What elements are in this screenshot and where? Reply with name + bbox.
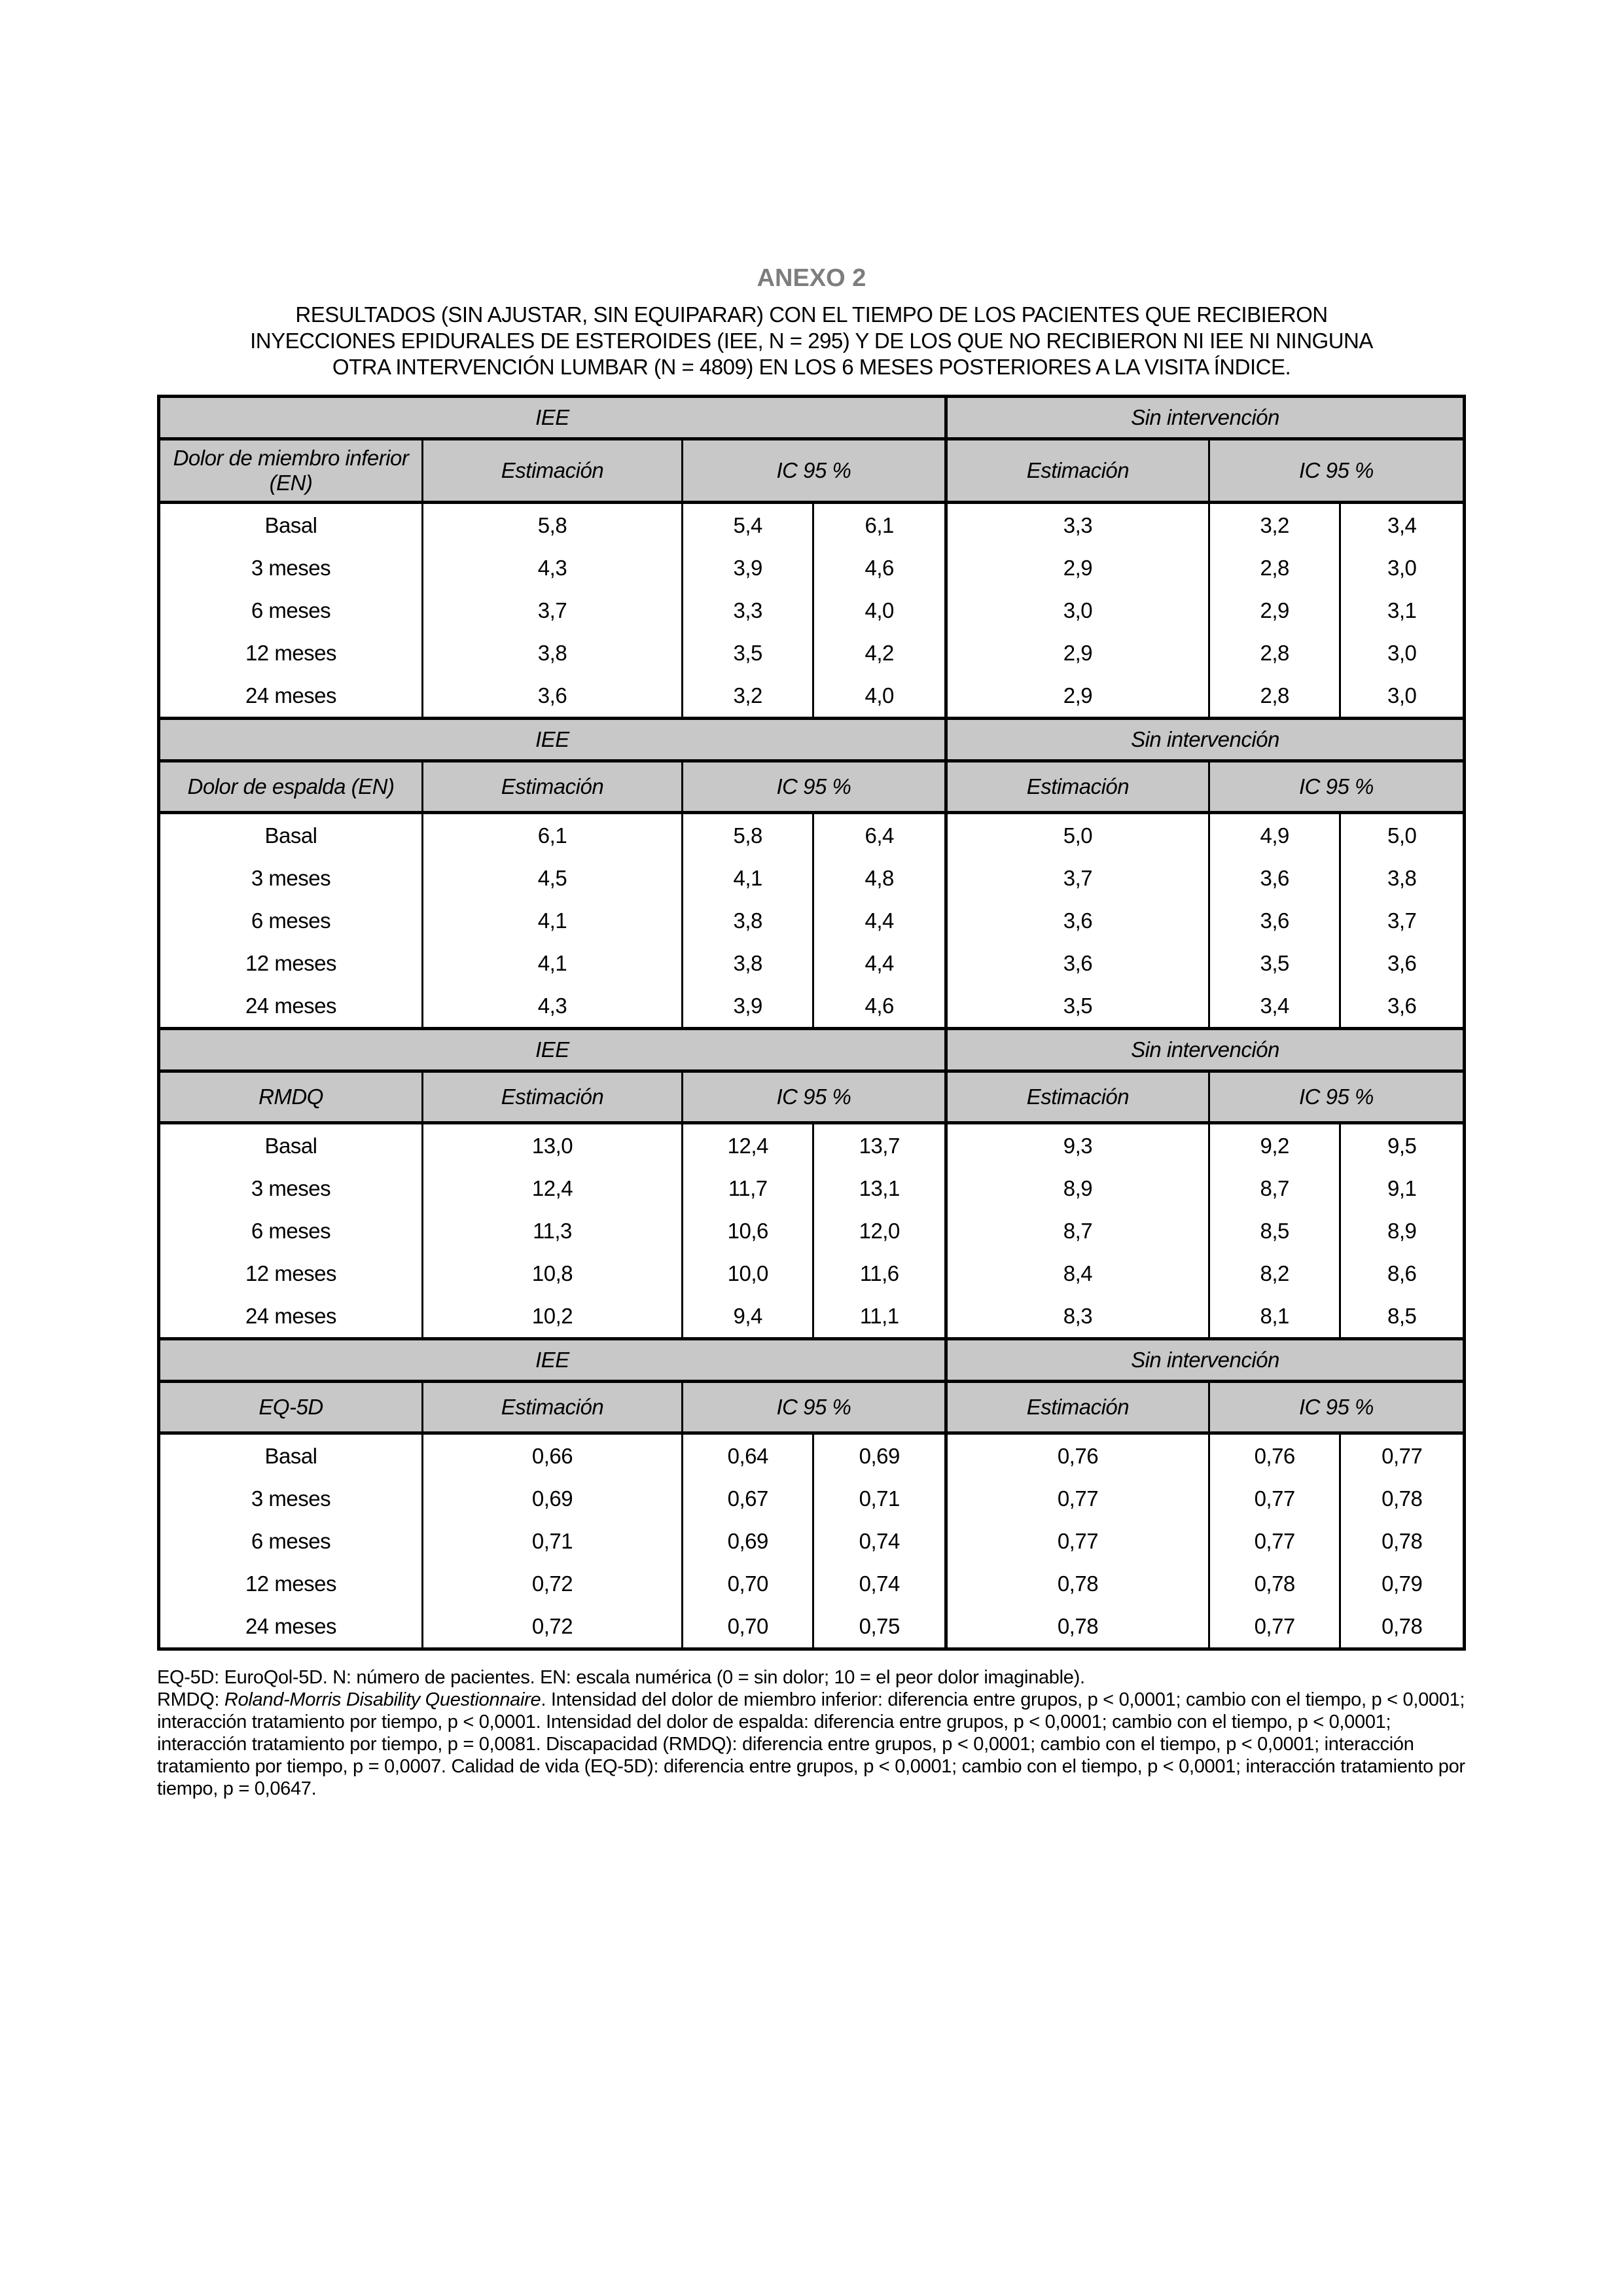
value-cell: 8,1 — [1209, 1295, 1340, 1339]
results-table — [157, 395, 1466, 1651]
col-header-ic95: IC 95 % — [682, 761, 946, 813]
value-cell: 3,1 — [1340, 589, 1465, 632]
col-header-estimacion: Estimación — [422, 1071, 682, 1123]
group-header-row — [159, 397, 1465, 439]
value-cell: 0,76 — [1209, 1433, 1340, 1478]
col-header-estimacion: Estimación — [422, 1382, 682, 1433]
value-cell: 3,9 — [682, 547, 813, 589]
col-header-estimacion: Estimación — [422, 439, 682, 503]
table-caption — [157, 302, 1466, 380]
value-cell: 0,79 — [1340, 1562, 1465, 1605]
row-label-cell: 24 meses — [159, 984, 423, 1029]
table-row — [159, 1562, 1465, 1605]
value-cell: 8,9 — [1340, 1210, 1465, 1252]
table-row — [159, 632, 1465, 674]
value-cell: 9,2 — [1209, 1123, 1340, 1168]
row-label-cell: 24 meses — [159, 1295, 423, 1339]
row-label-cell: 3 meses — [159, 1167, 423, 1210]
value-cell: 11,7 — [682, 1167, 813, 1210]
value-cell: 3,7 — [1340, 899, 1465, 942]
value-cell: 2,9 — [946, 674, 1209, 719]
value-cell: 5,0 — [1340, 813, 1465, 857]
value-cell: 0,77 — [1209, 1605, 1340, 1649]
group-header-sin-intervencion: Sin intervención — [946, 397, 1464, 439]
value-cell: 0,78 — [1209, 1562, 1340, 1605]
value-cell: 4,3 — [422, 547, 682, 589]
row-label-cell: 12 meses — [159, 632, 423, 674]
col-header-estimacion: Estimación — [946, 1382, 1209, 1433]
col-header-estimacion: Estimación — [946, 439, 1209, 503]
value-cell: 3,6 — [946, 899, 1209, 942]
value-cell: 4,5 — [422, 857, 682, 899]
row-label-cell: 6 meses — [159, 1210, 423, 1252]
footnote-line-abbreviations: EQ-5D: EuroQol-5D. N: número de pacientes. EN: escala numérica (0 = sin dolor; 10 = el peor dolor imaginable). — [157, 1667, 1085, 1688]
group-header-iee: IEE — [159, 397, 946, 439]
value-cell: 0,78 — [1340, 1605, 1465, 1649]
col-header-ic95: IC 95 % — [682, 439, 946, 503]
group-header-row — [159, 1339, 1465, 1382]
value-cell: 3,0 — [1340, 632, 1465, 674]
footnote-statistics: . Intensidad del dolor de miembro inferior: diferencia entre grupos, p < 0,0001; cambio con el tiempo, p < 0,0001; interacción tratamiento por tiempo, p < 0,0001. Intensidad del dolor de espalda: diferencia entre grupos, p < 0,0001; cambio con el tiempo, p < 0,0001; interacción tratamiento por tiempo, p = 0,0081. Discapacidad (RMDQ): diferencia entre grupos, p < 0,0001; cambio con el tiempo, p < 0,0001; interacción tratamiento por tiempo, p = 0,0007. Calidad de vida (EQ-5D): diferencia entre grupos, p < 0,0001; cambio con el tiempo, p < 0,0001; interacción tratamiento por tiempo, p = 0,0647. — [157, 1689, 1465, 1799]
value-cell: 8,2 — [1209, 1252, 1340, 1295]
row-label-cell: 3 meses — [159, 547, 423, 589]
value-cell: 9,1 — [1340, 1167, 1465, 1210]
value-cell: 3,7 — [422, 589, 682, 632]
column-header-row — [159, 1382, 1465, 1433]
value-cell: 3,6 — [1340, 984, 1465, 1029]
value-cell: 3,4 — [1340, 503, 1465, 547]
value-cell: 3,8 — [1340, 857, 1465, 899]
value-cell: 3,4 — [1209, 984, 1340, 1029]
value-cell: 2,9 — [946, 547, 1209, 589]
value-cell: 6,1 — [422, 813, 682, 857]
value-cell: 3,6 — [946, 942, 1209, 984]
row-label-cell: 6 meses — [159, 1520, 423, 1562]
row-label-cell: 3 meses — [159, 1477, 423, 1520]
value-cell: 0,77 — [1209, 1520, 1340, 1562]
row-label-cell: 24 meses — [159, 674, 423, 719]
table-row — [159, 942, 1465, 984]
row-label-cell: 12 meses — [159, 942, 423, 984]
measure-header: Dolor de espalda (EN) — [159, 761, 423, 813]
group-header-iee: IEE — [159, 1029, 946, 1071]
table-row — [159, 674, 1465, 719]
value-cell: 0,77 — [1340, 1433, 1465, 1478]
value-cell: 0,78 — [1340, 1520, 1465, 1562]
group-header-iee: IEE — [159, 1339, 946, 1382]
value-cell: 3,8 — [682, 899, 813, 942]
table-row — [159, 1252, 1465, 1295]
value-cell: 3,6 — [1340, 942, 1465, 984]
value-cell: 0,75 — [813, 1605, 946, 1649]
value-cell: 4,1 — [422, 942, 682, 984]
value-cell: 0,69 — [422, 1477, 682, 1520]
value-cell: 0,76 — [946, 1433, 1209, 1478]
value-cell: 5,8 — [422, 503, 682, 547]
value-cell: 3,0 — [1340, 674, 1465, 719]
value-cell: 3,3 — [682, 589, 813, 632]
row-label-cell: Basal — [159, 1433, 423, 1478]
value-cell: 11,1 — [813, 1295, 946, 1339]
value-cell: 0,70 — [682, 1605, 813, 1649]
group-header-row — [159, 719, 1465, 761]
row-label-cell: 12 meses — [159, 1252, 423, 1295]
col-header-ic95: IC 95 % — [1209, 1071, 1464, 1123]
value-cell: 2,9 — [1209, 589, 1340, 632]
col-header-estimacion: Estimación — [946, 761, 1209, 813]
value-cell: 5,8 — [682, 813, 813, 857]
value-cell: 4,0 — [813, 589, 946, 632]
value-cell: 0,71 — [813, 1477, 946, 1520]
value-cell: 4,6 — [813, 547, 946, 589]
footnote — [157, 1666, 1466, 1800]
page-content — [157, 264, 1466, 1800]
table-row — [159, 813, 1465, 857]
table-row — [159, 857, 1465, 899]
value-cell: 10,2 — [422, 1295, 682, 1339]
value-cell: 13,7 — [813, 1123, 946, 1168]
value-cell: 0,77 — [1209, 1477, 1340, 1520]
footnote-rmdq-italic: Roland-Morris Disability Questionnaire — [224, 1689, 541, 1710]
value-cell: 0,78 — [946, 1562, 1209, 1605]
col-header-ic95: IC 95 % — [1209, 439, 1464, 503]
measure-header: EQ-5D — [159, 1382, 423, 1433]
column-header-row — [159, 761, 1465, 813]
value-cell: 3,2 — [682, 674, 813, 719]
value-cell: 3,6 — [1209, 857, 1340, 899]
value-cell: 3,5 — [946, 984, 1209, 1029]
value-cell: 4,4 — [813, 942, 946, 984]
caption-line-2: INYECCIONES EPIDURALES DE ESTEROIDES (IEE, N = 295) Y DE LOS QUE NO RECIBIERON NI IEE NI NINGUNA — [250, 329, 1373, 353]
value-cell: 2,9 — [946, 632, 1209, 674]
value-cell: 3,5 — [1209, 942, 1340, 984]
col-header-ic95: IC 95 % — [682, 1071, 946, 1123]
col-header-ic95: IC 95 % — [1209, 1382, 1464, 1433]
column-header-row — [159, 439, 1465, 503]
value-cell: 3,8 — [682, 942, 813, 984]
col-header-ic95: IC 95 % — [1209, 761, 1464, 813]
value-cell: 6,1 — [813, 503, 946, 547]
table-row — [159, 984, 1465, 1029]
value-cell: 0,77 — [946, 1477, 1209, 1520]
caption-line-1: RESULTADOS (SIN AJUSTAR, SIN EQUIPARAR) CON EL TIEMPO DE LOS PACIENTES QUE RECIBIERON — [295, 302, 1328, 327]
table-row — [159, 503, 1465, 547]
value-cell: 3,8 — [422, 632, 682, 674]
table-row — [159, 1167, 1465, 1210]
value-cell: 11,6 — [813, 1252, 946, 1295]
row-label-cell: Basal — [159, 813, 423, 857]
value-cell: 4,1 — [422, 899, 682, 942]
footnote-rmdq-prefix: RMDQ: — [157, 1689, 224, 1710]
value-cell: 8,4 — [946, 1252, 1209, 1295]
value-cell: 0,70 — [682, 1562, 813, 1605]
section-dolor-miembro-inferior — [159, 397, 1465, 719]
value-cell: 0,72 — [422, 1562, 682, 1605]
value-cell: 4,6 — [813, 984, 946, 1029]
group-header-row — [159, 1029, 1465, 1071]
value-cell: 0,67 — [682, 1477, 813, 1520]
measure-header: RMDQ — [159, 1071, 423, 1123]
value-cell: 9,5 — [1340, 1123, 1465, 1168]
section-rmdq — [159, 1029, 1465, 1339]
table-row — [159, 899, 1465, 942]
value-cell: 11,3 — [422, 1210, 682, 1252]
value-cell: 2,8 — [1209, 674, 1340, 719]
section-dolor-espalda — [159, 719, 1465, 1029]
value-cell: 4,3 — [422, 984, 682, 1029]
value-cell: 8,5 — [1340, 1295, 1465, 1339]
value-cell: 5,0 — [946, 813, 1209, 857]
value-cell: 12,0 — [813, 1210, 946, 1252]
value-cell: 0,69 — [813, 1433, 946, 1478]
value-cell: 0,69 — [682, 1520, 813, 1562]
row-label-cell: 24 meses — [159, 1605, 423, 1649]
value-cell: 0,74 — [813, 1520, 946, 1562]
value-cell: 3,2 — [1209, 503, 1340, 547]
measure-header: Dolor de miembro inferior (EN) — [159, 439, 423, 503]
row-label-cell: 6 meses — [159, 589, 423, 632]
col-header-estimacion: Estimación — [946, 1071, 1209, 1123]
row-label-cell: 3 meses — [159, 857, 423, 899]
value-cell: 8,3 — [946, 1295, 1209, 1339]
value-cell: 0,71 — [422, 1520, 682, 1562]
row-label-cell: Basal — [159, 503, 423, 547]
footnote-body — [157, 1689, 1466, 1800]
row-label-cell: 12 meses — [159, 1562, 423, 1605]
value-cell: 12,4 — [682, 1123, 813, 1168]
value-cell: 12,4 — [422, 1167, 682, 1210]
value-cell: 0,78 — [946, 1605, 1209, 1649]
value-cell: 10,6 — [682, 1210, 813, 1252]
value-cell: 10,8 — [422, 1252, 682, 1295]
value-cell: 8,6 — [1340, 1252, 1465, 1295]
value-cell: 3,7 — [946, 857, 1209, 899]
value-cell: 13,0 — [422, 1123, 682, 1168]
value-cell: 0,66 — [422, 1433, 682, 1478]
column-header-row — [159, 1071, 1465, 1123]
table-row — [159, 1520, 1465, 1562]
table-row — [159, 1605, 1465, 1649]
row-label-cell: Basal — [159, 1123, 423, 1168]
value-cell: 2,8 — [1209, 547, 1340, 589]
value-cell: 4,4 — [813, 899, 946, 942]
group-header-sin-intervencion: Sin intervención — [946, 1339, 1464, 1382]
value-cell: 0,72 — [422, 1605, 682, 1649]
col-header-ic95: IC 95 % — [682, 1382, 946, 1433]
col-header-estimacion: Estimación — [422, 761, 682, 813]
value-cell: 8,7 — [1209, 1167, 1340, 1210]
table-row — [159, 1123, 1465, 1168]
table-row — [159, 1433, 1465, 1478]
value-cell: 9,4 — [682, 1295, 813, 1339]
value-cell: 8,9 — [946, 1167, 1209, 1210]
value-cell: 3,6 — [1209, 899, 1340, 942]
table-row — [159, 589, 1465, 632]
value-cell: 6,4 — [813, 813, 946, 857]
value-cell: 3,5 — [682, 632, 813, 674]
table-row — [159, 547, 1465, 589]
value-cell: 3,6 — [422, 674, 682, 719]
value-cell: 13,1 — [813, 1167, 946, 1210]
value-cell: 3,0 — [1340, 547, 1465, 589]
value-cell: 8,5 — [1209, 1210, 1340, 1252]
table-row — [159, 1295, 1465, 1339]
value-cell: 4,2 — [813, 632, 946, 674]
value-cell: 4,1 — [682, 857, 813, 899]
value-cell: 0,78 — [1340, 1477, 1465, 1520]
value-cell: 0,77 — [946, 1520, 1209, 1562]
value-cell: 0,64 — [682, 1433, 813, 1478]
row-label-cell: 6 meses — [159, 899, 423, 942]
table-row — [159, 1210, 1465, 1252]
value-cell: 4,9 — [1209, 813, 1340, 857]
value-cell: 8,7 — [946, 1210, 1209, 1252]
value-cell: 4,8 — [813, 857, 946, 899]
value-cell: 4,0 — [813, 674, 946, 719]
section-eq5d — [159, 1339, 1465, 1649]
group-header-iee: IEE — [159, 719, 946, 761]
value-cell: 3,3 — [946, 503, 1209, 547]
group-header-sin-intervencion: Sin intervención — [946, 719, 1464, 761]
value-cell: 5,4 — [682, 503, 813, 547]
value-cell: 10,0 — [682, 1252, 813, 1295]
value-cell: 0,74 — [813, 1562, 946, 1605]
value-cell: 2,8 — [1209, 632, 1340, 674]
value-cell: 3,9 — [682, 984, 813, 1029]
caption-line-3: OTRA INTERVENCIÓN LUMBAR (N = 4809) EN LOS 6 MESES POSTERIORES A LA VISITA ÍNDICE. — [332, 355, 1291, 379]
annex-title: ANEXO 2 — [757, 264, 866, 292]
value-cell: 3,0 — [946, 589, 1209, 632]
value-cell: 9,3 — [946, 1123, 1209, 1168]
group-header-sin-intervencion: Sin intervención — [946, 1029, 1464, 1071]
table-row — [159, 1477, 1465, 1520]
